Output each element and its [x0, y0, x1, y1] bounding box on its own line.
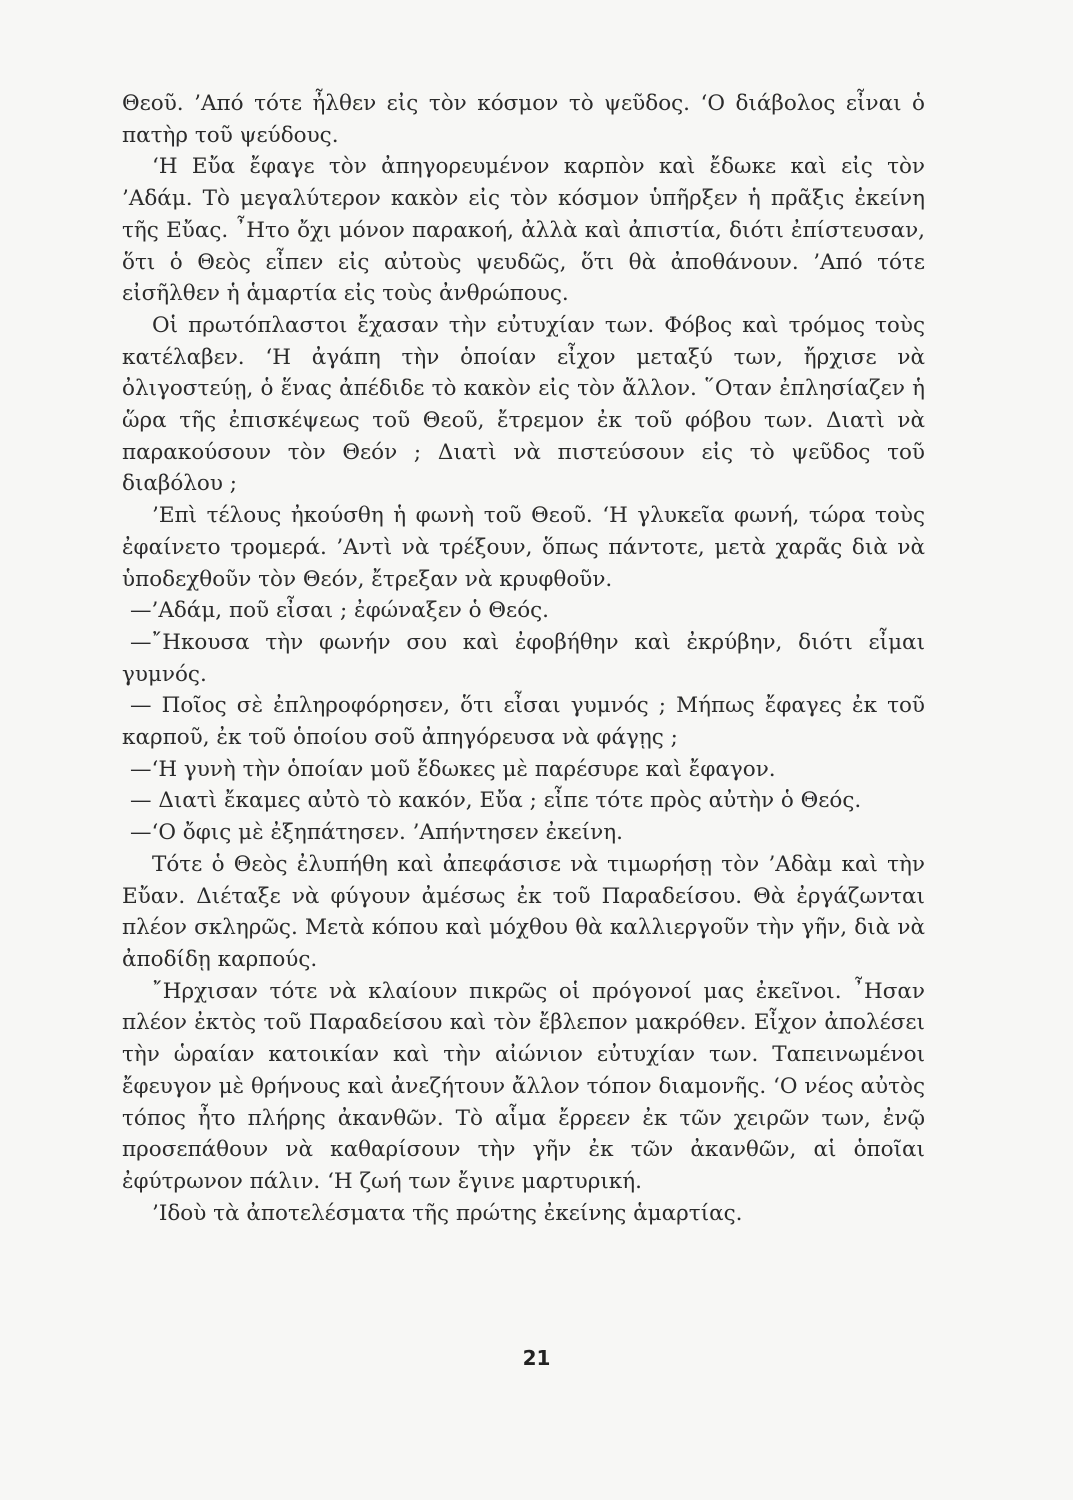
paragraph: ῎Ηρχισαν τότε νὰ κλαίουν πικρῶς οἱ πρόγονοί μας ἐκεῖνοι. ῏Ησαν πλέον ἐκτὸς τοῦ Παραδείσου καὶ τὸν ἔβλεπον μακρόθεν. Εἶχον ἀπολέσει τὴν ὡραίαν κατοικίαν καὶ τὴν αἰώνιον εὐτυχίαν των. Ταπεινωμένοι ἔφευγον μὲ θρήνους καὶ ἀνεζήτουν ἄλλον τόπον διαμονῆς. ‘Ο νέος αὐτὸς τόπος ἦτο πλήρης ἀκανθῶν. Τὸ αἷμα ἔρρεεν ἐκ τῶν χειρῶν των, ἐνῷ προσεπάθουν νὰ καθαρίσουν τὴν γῆν ἐκ τῶν ἀκανθῶν, αἱ ὁποῖαι ἐφύτρωνον πάλιν. ‘Η ζωή των ἔγινε μαρτυρική.	[122, 978, 925, 1194]
dialogue-line: — Ποῖος σὲ ἐπληροφόρησεν, ὅτι εἶσαι γυμνός ; Μήπως ἔφαγες ἐκ τοῦ καρποῦ, ἐκ τοῦ ὁποίου σοῦ ἀπηγόρευσα νὰ φάγῃς ;	[122, 693, 925, 751]
paragraph: Θεοῦ. ’Από τότε ἦλθεν εἰς τὸν κόσμον τὸ ψεῦδος. ‘Ο διάβολος εἶναι ὁ πατὴρ τοῦ ψεύδους.	[122, 91, 925, 148]
paragraph: Οἱ πρωτόπλαστοι ἔχασαν τὴν εὐτυχίαν των. Φόβος καὶ τρόμος τοὺς κατέλαβεν. ‘Η ἀγάπη τὴν ὁποίαν εἶχον μεταξύ των, ἤρχισε νὰ ὀλιγοστεύῃ, ὁ ἕνας ἀπέδιδε τὸ κακὸν εἰς τὸν ἄλλον. ῞Οταν ἐπλησίαζεν ἡ ὥρα τῆς ἐπισκέψεως τοῦ Θεοῦ, ἔτρεμον ἐκ τοῦ φόβου των. Διατὶ νὰ παρακούσουν τὸν Θεόν ; Διατὶ νὰ πιστεύσουν εἰς τὸ ψεῦδος τοῦ διαβόλου ;	[122, 312, 925, 497]
dialogue-line: —῎Ηκουσα τὴν φωνήν σου καὶ ἐφοβήθην καὶ ἐκρύβην, διότι εἶμαι γυμνός.	[122, 629, 925, 687]
paragraph: Τότε ὁ Θεὸς ἐλυπήθη καὶ ἀπεφάσισε νὰ τιμωρήσῃ τὸν ’Αδὰμ καὶ τὴν Εὔαν. Διέταξε νὰ φύγουν ἀμέσως ἐκ τοῦ Παραδείσου. Θὰ ἐργάζωνται πλέον σκληρῶς. Μετὰ κόπου καὶ μόχθου θὰ καλλιεργοῦν τὴν γῆν, διὰ νὰ ἀποδίδῃ καρπούς.	[122, 851, 925, 972]
dialogue-line: — Διατὶ ἔκαμες αὐτὸ τὸ κακόν, Εὔα ; εἶπε τότε πρὸς αὐτὴν ὁ Θεός.	[130, 788, 862, 814]
page-number: 21	[522, 1346, 551, 1370]
paragraph: ’Ιδοὺ τὰ ἀποτελέσματα τῆς πρώτης ἐκείνης ἁμαρτίας.	[152, 1200, 743, 1226]
paragraph: ‘Η Εὔα ἔφαγε τὸν ἀπηγορευμένον καρπὸν καὶ ἔδωκε καὶ εἰς τὸν ’Αδάμ. Τὸ μεγαλύτερον κακὸν εἰς τὸν κόσμον ὑπῆρξεν ἡ πρᾶξις ἐκείνη τῆς Εὔας. ῏Ητο ὄχι μόνον παρακοή, ἀλλὰ καὶ ἀπιστία, διότι ἐπίστευσαν, ὅτι ὁ Θεὸς εἶπεν εἰς αὐτοὺς ψευδῶς, ὅτι θὰ ἀποθάνουν. ’Από τότε εἰσῆλθεν ἡ ἁμαρτία εἰς τοὺς ἀνθρώπους.	[122, 154, 925, 307]
paragraph: ’Επὶ τέλους ἠκούσθη ἡ φωνὴ τοῦ Θεοῦ. ‘Η γλυκεῖα φωνή, τώρα τοὺς ἐφαίνετο τρομερά. ’Αντὶ νὰ τρέξουν, ὅπως πάντοτε, μετὰ χαρᾶς διὰ νὰ ὑποδεχθοῦν τὸν Θεόν, ἔτρεξαν νὰ κρυφθοῦν.	[122, 503, 925, 592]
dialogue-line: —‘Η γυνὴ τὴν ὁποίαν μοῦ ἔδωκες μὲ παρέσυρε καὶ ἔφαγον.	[130, 756, 776, 782]
body-text	[122, 88, 925, 1229]
dialogue-line: —’Αδάμ, ποῦ εἶσαι ; ἐφώναξεν ὁ Θεός.	[130, 598, 550, 624]
dialogue-line: —‘Ο ὄφις μὲ ἐξηπάτησεν. ’Απήντησεν ἐκείνη.	[130, 820, 623, 846]
